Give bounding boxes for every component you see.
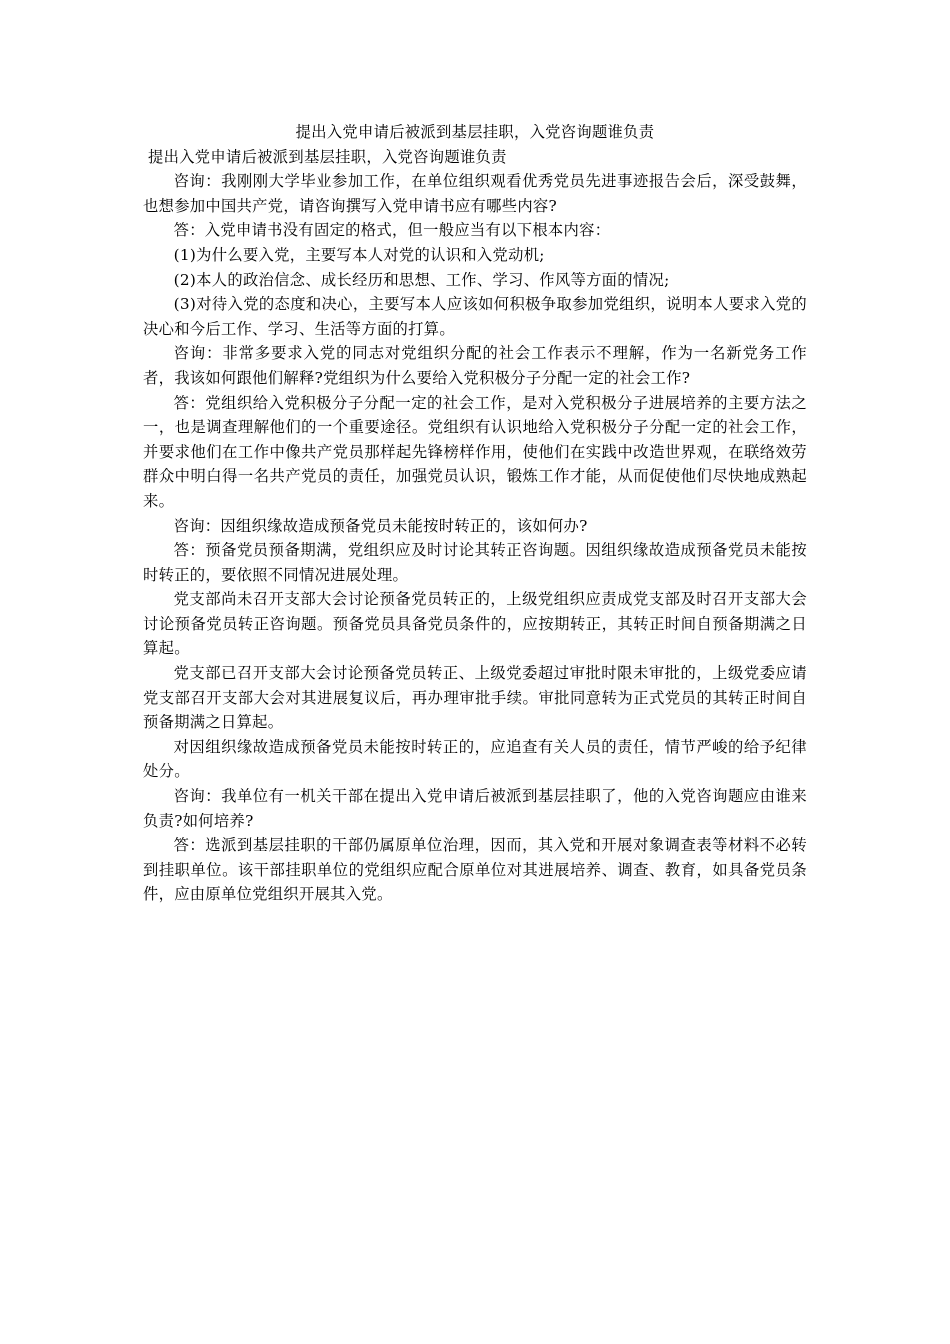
paragraph: 咨询：因组织缘故造成预备党员未能按时转正的，该如何办? [173, 516, 588, 535]
paragraph: 咨询：非常多要求入党的同志对党组织分配的社会工作表示不理解，作为一名新党务工作者，我该如何跟他们解释?党组织为什么要给入党积极分子分配一定的社会工作? [143, 344, 807, 387]
document-body [143, 120, 807, 907]
paragraph: 答：选派到基层挂职的干部仍属原单位治理，因而，其入党和开展对象调查表等材料不必转到挂职单位。该干部挂职单位的党组织应配合原单位对其进展培养、调查、教育，如具备党员条件，应由原单位党组织开展其入党。 [143, 836, 807, 904]
paragraph: 答：党组织给入党积极分子分配一定的社会工作，是对入党积极分子进展培养的主要方法之一，也是调查理解他们的一个重要途径。党组织有认识地给入党积极分子分配一定的社会工作，并要求他们在工作中像共产党员那样起先锋榜样作用，使他们在实践中改造世界观，在联络效劳群众中明白得一名共产党员的责任，加强党员认识，锻炼工作才能，从而促使他们尽快地成熟起来。 [143, 393, 807, 510]
paragraph: 咨询：我刚刚大学毕业参加工作，在单位组织观看优秀党员先进事迹报告会后，深受鼓舞，也想参加中国共产党，请咨询撰写入党申请书应有哪些内容? [143, 172, 807, 215]
document-subtitle: 提出入党申请后被派到基层挂职，入党咨询题谁负责 [148, 147, 507, 166]
paragraph: 答：入党申请书没有固定的格式，但一般应当有以下根本内容： [173, 221, 611, 240]
paragraph: (2)本人的政治信念、成长经历和思想、工作、学习、作风等方面的情况; [173, 270, 670, 289]
paragraph: 对因组织缘故造成预备党员未能按时转正的，应追查有关人员的责任，情节严峻的给予纪律处分。 [143, 737, 807, 781]
paragraph: (1)为什么要入党，主要写本人对党的认识和入党动机; [173, 245, 545, 264]
paragraph: 答：预备党员预备期满，党组织应及时讨论其转正咨询题。因组织缘故造成预备党员未能按时转正的，要依照不同情况进展处理。 [143, 541, 807, 584]
paragraph: (3)对待入党的态度和决心，主要写本人应该如何积极争取参加党组织，说明本人要求入党的决心和今后工作、学习、生活等方面的打算。 [143, 295, 807, 338]
document-title: 提出入党申请后被派到基层挂职，入党咨询题谁负责 [295, 123, 655, 141]
paragraph: 咨询：我单位有一机关干部在提出入党申请后被派到基层挂职了，他的入党咨询题应由谁来负责?如何培养? [143, 787, 807, 830]
paragraph: 党支部已召开支部大会讨论预备党员转正、上级党委超过审批时限未审批的，上级党委应请党支部召开支部大会对其进展复议后，再办理审批手续。审批同意转为正式党员的其转正时间自预备期满之日算起。 [143, 664, 807, 732]
paragraph: 党支部尚未召开支部大会讨论预备党员转正的，上级党组织应责成党支部及时召开支部大会讨论预备党员转正咨询题。预备党员具备党员条件的，应按期转正，其转正时间自预备期满之日算起。 [143, 590, 807, 658]
